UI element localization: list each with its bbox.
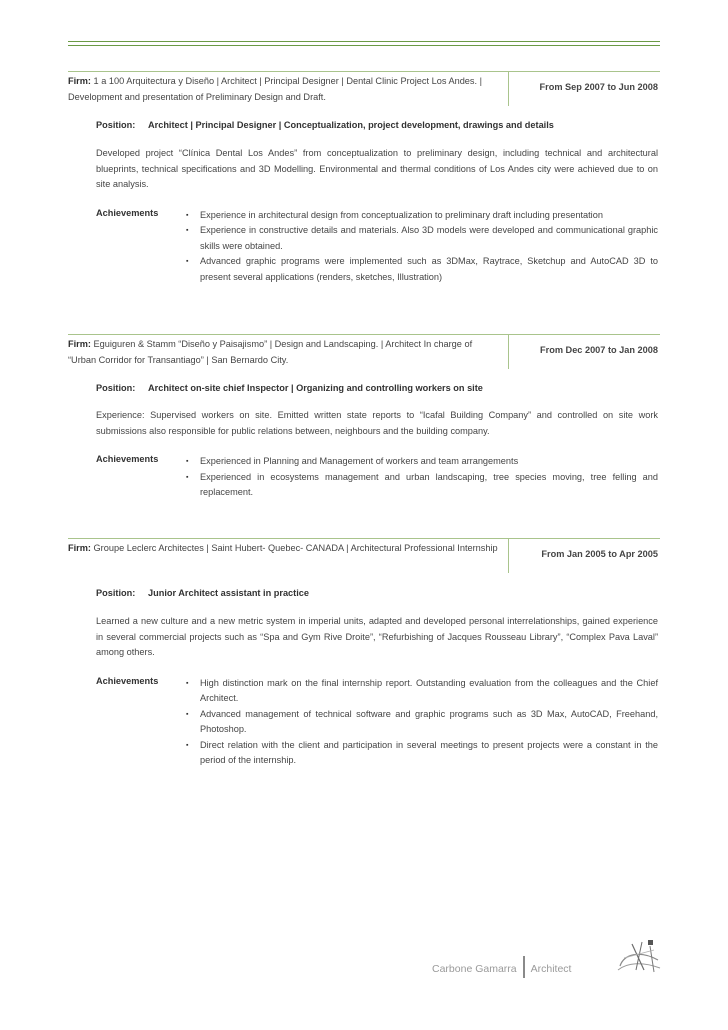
achievement-item [182,454,658,470]
achievement-text: Experience in architectural design from conceptualization to preliminary draft including presentation [200,209,603,220]
entry-description: Experience: Supervised workers on site. Emitted written state reports to “Icafal Building Company” and controlled on site work submissions also responsible for public relations between, neighbours and the building company. [96,410,658,436]
position-line [96,383,658,393]
firm-description: 1 a 100 Arquitectura y Diseño | Architect | Principal Designer | Dental Clinic Project Los Andes. | Development and presentation of Preliminary Design and Draft. [68,76,482,102]
achievement-text: Experience in constructive details and materials. Also 3D models were developed and communicational graphic skills were obtained. [200,225,658,251]
achievements-list [182,208,658,286]
bullet-icon: ▪ [186,741,189,749]
bullet-icon: ▪ [186,258,189,265]
achievements-label: Achievements [96,207,159,218]
firm-text [68,74,500,105]
firm-label: Firm: [68,76,91,86]
firm-divider [508,72,509,106]
achievement-text: Experienced in ecosystems management and urban landscaping, tree species moving, tree felling and replacement. [200,471,658,497]
footer-title: Architect [530,962,572,975]
achievement-text: Direct relation with the client and participation in several meetings to present projects were a constant in the period of the internship. [200,739,658,765]
achievements-list [182,676,658,769]
position-label: Position: [96,588,136,598]
position-line [96,120,658,130]
firm-divider [508,539,509,573]
bullet-icon: ▪ [186,211,189,219]
bullet-icon: ▪ [186,458,189,465]
firm-row [68,538,660,573]
achievement-text: Experienced in Planning and Management of workers and team arrangements [200,456,519,466]
achievements-block [96,208,658,286]
firm-row [68,334,660,369]
achievements-label: Achievements [96,675,159,686]
achievement-text: Advanced graphic programs were implemented such as 3DMax, Raytrace, Sketchup and AutoCAD 3D to present several applications (renders, sketches, Illustration) [200,256,658,282]
achievements-block [96,454,658,501]
position-label: Position: [96,120,136,130]
experience-entry [68,71,660,285]
achievement-item [182,676,658,707]
firm-text [68,541,500,557]
achievement-item [182,738,658,769]
achievement-item [182,707,658,738]
bullet-icon: ▪ [186,227,189,234]
experience-entry [68,334,660,501]
firm-label: Firm: [68,339,91,349]
position-line [96,588,658,598]
bullet-icon: ▪ [186,679,189,687]
firm-row [68,71,660,106]
achievement-item [182,223,658,254]
date-range: From Sep 2007 to Jun 2008 [539,82,658,92]
date-range: From Jan 2005 to Apr 2005 [541,549,658,559]
header-rule-bottom [68,45,660,46]
architect-logo-icon [614,936,664,976]
page-footer [432,958,571,980]
firm-divider [508,335,509,369]
experience-entry [68,538,660,769]
bullet-icon: ▪ [186,710,189,718]
achievements-label: Achievements [96,454,159,464]
achievement-item [182,254,658,285]
entry-description: Learned a new culture and a new metric system in imperial units, adapted and developed personal interrelationships, gained experience in several commercial projects such as “Spa and Gym Rive Droite”, “Refurbishing of Jacques Rousseau Library”, “Complex Pava Laval” among others. [96,616,658,657]
position-value: Architect on-site chief Inspector | Organizing and controlling workers on site [148,383,483,393]
entry-body [96,588,658,769]
entry-description: Developed project “Clínica Dental Los Andes” from conceptualization to preliminary design, including technical and architectural blueprints, technical specifications and 3D Modelling. Environmental and thermal conditions of Los Andes city were achieved due to on site analysis. [96,148,658,189]
header-rule-top [68,41,660,42]
position-value: Architect | Principal Designer | Conceptualization, project development, drawings and details [148,120,554,130]
achievements-list [182,454,658,501]
footer-separator [523,956,525,978]
firm-description: Groupe Leclerc Architectes | Saint Hubert- Quebec- CANADA | Architectural Professional Internship [93,543,498,553]
achievement-item [182,208,658,224]
entry-body [96,120,658,285]
achievement-text: Advanced management of technical software and graphic programs such as 3D Max, AutoCAD, Freehand, Photoshop. [200,708,658,734]
date-range: From Dec 2007 to Jan 2008 [540,345,658,355]
achievement-text: High distinction mark on the final internship report. Outstanding evaluation from the colleagues and the Chief Architect. [200,677,658,703]
bullet-icon: ▪ [186,473,189,481]
firm-label: Firm: [68,543,91,553]
footer-name: Carbone Gamarra [432,962,517,975]
firm-description: Eguiguren & Stamm “Diseño y Paisajismo” | Design and Landscaping. | Architect In charge of “Urban Corridor for Transantiago” | San Bernardo City. [68,339,473,365]
achievements-block [96,676,658,769]
firm-text [68,337,500,368]
entry-body [96,383,658,501]
position-value: Junior Architect assistant in practice [148,588,310,598]
achievement-item [182,470,658,501]
position-label: Position: [96,383,136,393]
